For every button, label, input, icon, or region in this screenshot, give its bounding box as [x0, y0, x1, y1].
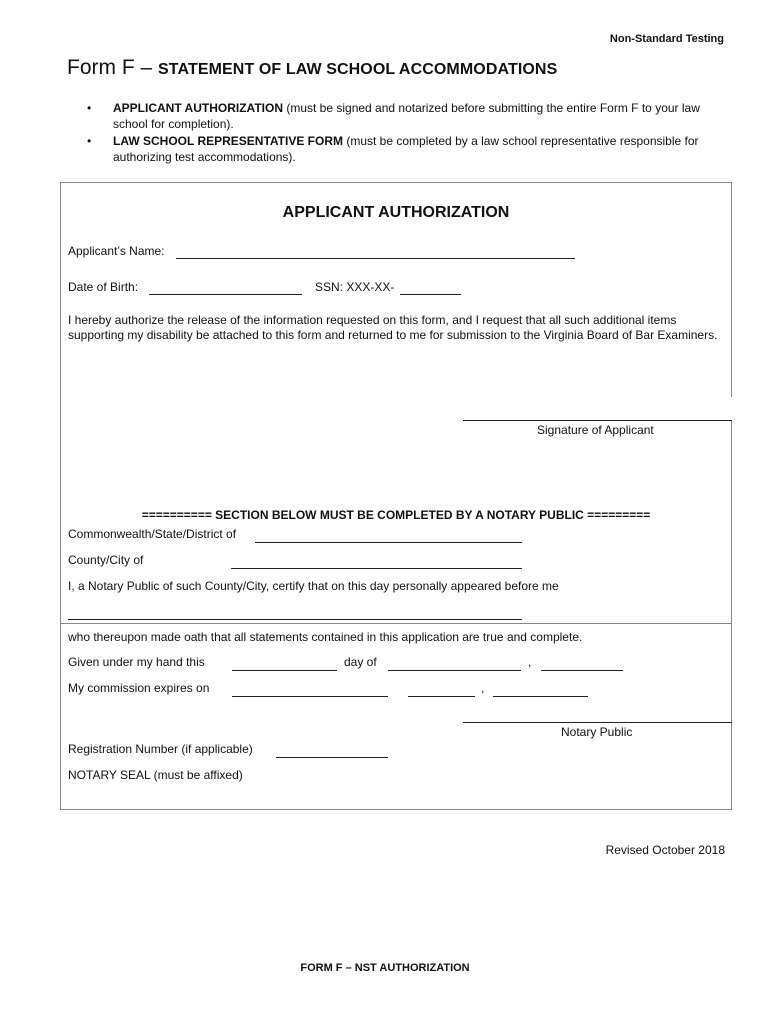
dob-field[interactable]: [149, 280, 302, 295]
given-label: Given under my hand this: [68, 655, 205, 669]
given-year-field[interactable]: [541, 670, 623, 671]
certify-text: I, a Notary Public of such County/City, certify that on this day personally appeared before me: [68, 579, 559, 593]
commission-label: My commission expires on: [68, 681, 210, 695]
title-text: STATEMENT OF LAW SCHOOL ACCOMMODATIONS: [158, 61, 558, 78]
comma-label: ,: [481, 681, 485, 695]
commission-day-field[interactable]: [408, 696, 475, 697]
bullet-icon: •: [87, 101, 92, 115]
appeared-name-field[interactable]: [68, 619, 522, 620]
county-label: County/City of: [68, 553, 144, 567]
instruction-text: (must be signed and notarized before submitting the entire Form F to your law school for completion).: [113, 101, 700, 131]
instruction-bold: APPLICANT AUTHORIZATION: [113, 101, 283, 115]
notary-signature-line[interactable]: [463, 722, 732, 723]
comma-label: ,: [528, 655, 532, 669]
box-gap: [729, 397, 733, 421]
title-prefix: Form F –: [67, 56, 159, 79]
footer-form-name: FORM F – NST AUTHORIZATION: [300, 962, 470, 974]
notary-banner: ========== SECTION BELOW MUST BE COMPLETED BY A NOTARY PUBLIC =========: [141, 508, 651, 522]
authorization-text: I hereby authorize the release of the information requested on this form, and I request that all such additional items supporting my disability be attached to this form and returned to me for submission to the Virginia Board of Bar Examiners.: [68, 313, 718, 342]
authorization-box: [60, 182, 732, 810]
signature-label: Signature of Applicant: [537, 423, 654, 437]
instruction-item: [87, 133, 727, 165]
oath-text: who thereupon made oath that all statements contained in this application are true and complete.: [68, 630, 583, 644]
ssn-label: SSN: XXX-XX-: [315, 280, 395, 294]
section-title: APPLICANT AUTHORIZATION: [282, 204, 510, 221]
day-of-label: day of: [344, 655, 377, 669]
given-day-field[interactable]: [232, 670, 337, 671]
applicant-name-field[interactable]: [176, 244, 575, 259]
notary-public-label: Notary Public: [561, 725, 633, 739]
commission-year-field[interactable]: [493, 696, 588, 697]
divider: [61, 623, 732, 624]
instruction-item: [87, 100, 727, 132]
commonwealth-label: Commonwealth/State/District of: [68, 527, 237, 541]
registration-label: Registration Number (if applicable): [68, 742, 253, 756]
registration-field[interactable]: [276, 757, 388, 758]
ssn-field[interactable]: [400, 280, 461, 295]
instruction-bold: LAW SCHOOL REPRESENTATIVE FORM: [113, 134, 344, 148]
county-field[interactable]: [231, 568, 522, 569]
header-label: Non-Standard Testing: [609, 33, 724, 45]
instructions-list: [87, 100, 727, 166]
commission-month-field[interactable]: [232, 696, 388, 697]
applicant-signature-line[interactable]: [463, 420, 732, 421]
bullet-icon: •: [87, 134, 92, 148]
commonwealth-field[interactable]: [255, 542, 522, 543]
dob-label: Date of Birth:: [68, 280, 139, 294]
applicant-name-label: Applicant’s Name:: [68, 244, 165, 258]
page-title: [67, 56, 557, 80]
notary-seal-label: NOTARY SEAL (must be affixed): [68, 768, 243, 782]
given-month-field[interactable]: [388, 670, 521, 671]
revised-date: Revised October 2018: [605, 843, 725, 857]
instruction-text: (must be completed by a law school representative responsible for authorizing test accommodations).: [113, 134, 699, 164]
